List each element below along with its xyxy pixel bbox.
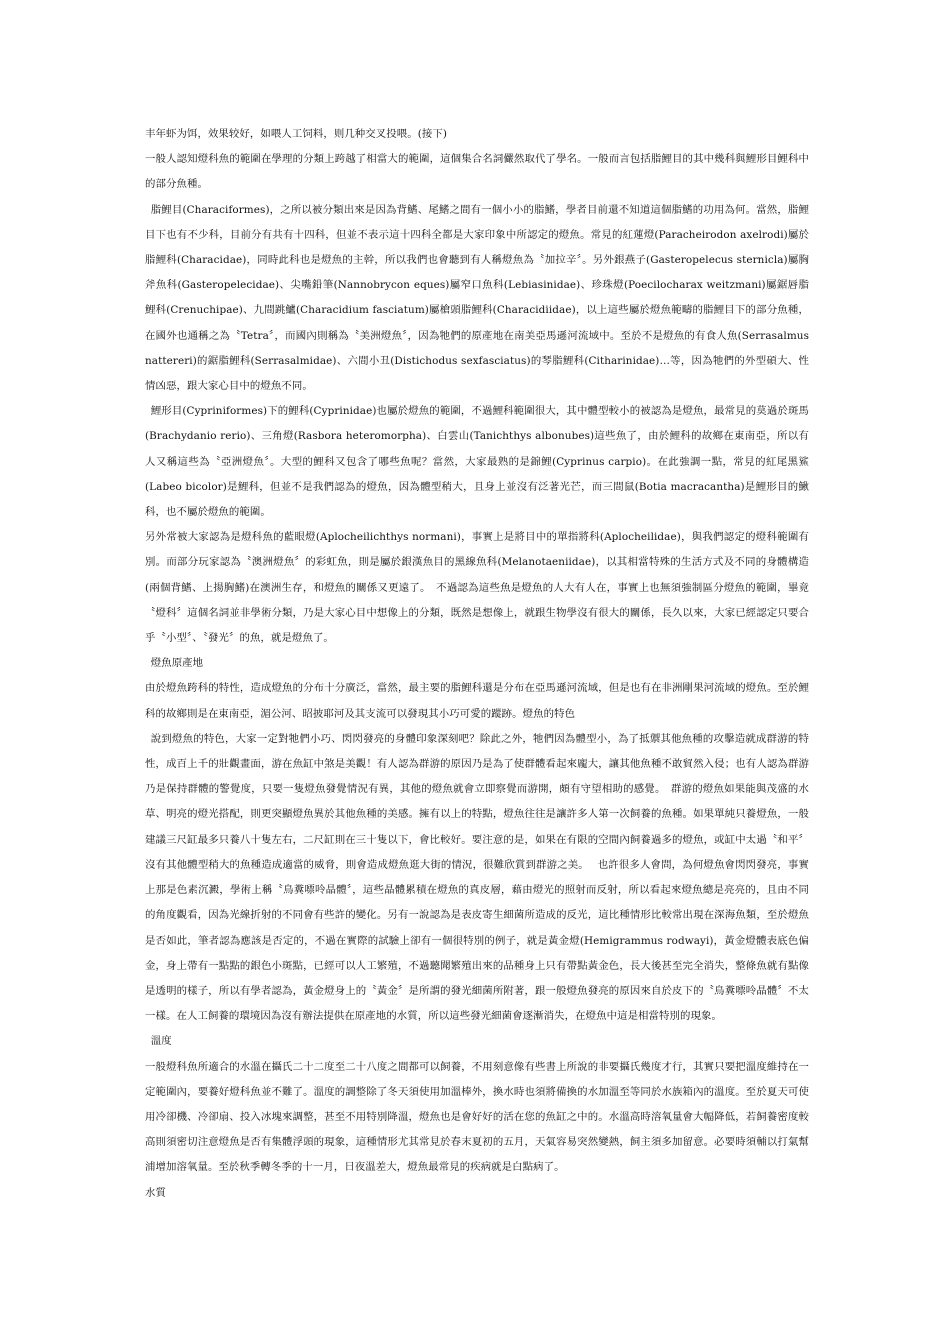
paragraph-other-species: 另外常被大家認為是燈科魚的藍眼燈(Aplocheilichthys normani)，事實上是將目中的單指將科(Aplocheilidae)，與我們認定的燈科範圍有別。而部分玩家認為〝澳洲燈魚〞的彩虹魚，則是屬於銀漢魚目的黑線魚科(Melanotaeniidae)，以其相當特殊的生活方式及不同的身體構造(兩個背鰭、上揚胸鰭)在澳洲生存，和燈魚的關係又更遠了。 不過認為這些魚是燈魚的人大有人在，事實上也無須強制區分燈魚的範圍，畢竟〝燈科〞這個名詞並非學術分類，乃是大家心目中想像上的分類，既然是想像上，就跟生物學沒有很大的關係，長久以來，大家已經認定只要合乎〝小型〞、〝發光〞的魚，就是燈魚了。	[145, 531, 809, 645]
paragraph-temperature: 一般燈科魚所適合的水溫在攝氏二十二度至二十八度之間都可以飼養，不用刻意像有些書上所說的非要攝氏幾度才行，其實只要把溫度維持在一定範圍內，要養好燈科魚並不難了。溫度的調整除了冬天須使用加溫棒外，換水時也須將備換的水加溫至等同於水族箱內的溫度。至於夏天可使用冷卻機、冷卻扇、投入冰塊來調整，甚至不用特別降溫，燈魚也是會好好的活在您的魚缸之中的。水溫高時溶氧量會大幅降低，若飼養密度較高則須密切注意燈魚是否有集體浮頭的現象，這種情形尤其常見於春末夏初的五月，天氣容易突然變熱，飼主須多加留意。必要時須輔以打氣幫浦增加溶氧量。至於秋季轉冬季的十一月，日夜溫差大，燈魚最常見的疾病就是白點病了。	[145, 1060, 809, 1174]
heading-water-quality: 水質	[145, 1186, 166, 1199]
paragraph-origin: 由於燈魚跨科的特性，造成燈魚的分布十分廣泛，當然，最主要的脂鯉科還是分布在亞馬遜河流域，但是也有在非洲剛果河流域的燈魚。至於鯉科的故鄉則是在東南亞，湄公河、昭披耶河及其支流可以發現其小巧可愛的蹤跡。燈魚的特色	[145, 682, 809, 720]
paragraph-features: 說到燈魚的特色，大家一定對牠們小巧、閃閃發亮的身體印象深刻吧？除此之外，牠們因為體型小，為了抵禦其他魚種的攻擊造就成群游的特性，成百上千的壯觀畫面，游在魚缸中煞是美觀！有人認為群游的原因乃是為了使群體看起來龐大，讓其他魚種不敢貿然入侵；也有人認為群游乃是保持群體的警覺度，只要一隻燈魚發覺情況有異，其他的燈魚就會立即察覺而游開，頗有守望相助的感覺。 群游的燈魚如果能與茂盛的水草、明亮的燈光搭配，則更突顯燈魚異於其他魚種的美感。擁有以上的特點，燈魚往往是讓許多人第一次飼養的魚種。如果單純只養燈魚，一般建議三尺缸最多只養八十隻左右，二尺缸則在三十隻以下，會比較好。要注意的是，如果在有限的空間內飼養過多的燈魚，或缸中太過〝和平〞沒有其他體型稍大的魚種造成適當的威脅，則會造成燈魚逛大街的情況，很難欣賞到群游之美。 也許很多人會問，為何燈魚會閃閃發亮，事實上那是色素沉澱，學術上稱〝鳥糞嘌呤晶體〞，這些晶體累積在燈魚的真皮層，藉由燈光的照射而反射，所以看起來燈魚總是亮亮的，且由不同的角度觀看，因為光線折射的不同會有些許的變化。另有一說認為是表皮寄生細菌所造成的反光，這比種情形比較常出現在深海魚類，至於燈魚是否如此，筆者認為應該是否定的，不過在實際的試驗上卻有一個很特別的例子，就是黃金燈(Hemigrammus rodwayi)，黃金燈體表底色偏金，身上帶有一點點的銀色小斑點，已經可以人工繁殖，不過聽聞繁殖出來的品種身上只有帶點黃金色，長大後甚至完全消失，整條魚就有點像是透明的樣子，所以有學者認為，黃金燈身上的〝黃金〞是所謂的發光細菌所附著，跟一般燈魚發亮的原因來自於皮下的〝鳥糞嘌呤晶體〞不太一樣。在人工飼養的環境因為沒有辦法提供在原產地的水質，所以這些發光細菌會逐漸消失，在燈魚中這是相當特別的現象。	[145, 732, 809, 1023]
paragraph-cypriniformes: 鯉形目(Cypriniformes)下的鯉科(Cyprinidae)也屬於燈魚的範圍，不過鯉科範圍很大，其中體型較小的被認為是燈魚，最常見的莫過於斑馬(Brachydanio rerio)、三角燈(Rasbora heteromorpha)、白雲山(Tanichthys albonubes)這些魚了，由於鯉科的故鄉在東南亞，所以有人又稱這些為〝亞洲燈魚〞。大型的鯉科又包含了哪些魚呢？當然，大家最熟的是錦鯉(Cyprinus carpio)。在此強調一點，常見的紅尾黑鯊(Labeo bicolor)是鯉科，但並不是我們認為的燈魚，因為體型稍大，且身上並沒有泛著光芒，而三間鼠(Botia macracantha)是鯉形目的鰍科，也不屬於燈魚的範圍。	[145, 405, 809, 519]
document-body	[145, 122, 809, 1206]
heading-temperature: 溫度	[150, 1035, 172, 1048]
paragraph-characiformes: 脂鯉目(Characiformes)，之所以被分類出來是因為背鰭、尾鰭之間有一個小小的脂鰭，學者目前還不知道這個脂鰭的功用為何。當然，脂鯉目下也有不少科，目前分有共有十四科，但並不表示這十四科全都是大家印象中所認定的燈魚。常見的紅蓮燈(Paracheirodon axelrodi)屬於脂鯉科(Characidae)，同時此科也是燈魚的主幹，所以我們也會聽到有人稱燈魚為〝加拉辛〞。另外銀燕子(Gasteropelecus sternicla)屬胸斧魚科(Gasteropelecidae)、尖嘴鉛筆(Nannobrycon eques)屬窄口魚科(Lebiasinidae)、珍珠燈(Poecilocharax weitzmani)屬鋸唇脂鯉科(Crenuchipae)、九間跳鱸(Characidium fasciatum)屬槍頭脂鯉科(Characidiidae)，以上這些屬於燈魚範疇的脂鯉目下的部分魚種，在國外也通稱之為〝Tetra〞，而國內則稱為〝美洲燈魚〞，因為牠們的原產地在南美亞馬遜河流域中。至於不是燈魚的有食人魚(Serrasalmus nattereri)的鋸脂鯉科(Serrasalmidae)、六間小丑(Distichodus sexfasciatus)的琴脂鯉科(Citharinidae)…等，因為牠們的外型碩大、性情凶惡，跟大家心目中的燈魚不同。	[145, 203, 809, 393]
paragraph-definition: 一般人認知燈科魚的範圍在學理的分類上跨越了相當大的範圍，這個集合名詞儼然取代了學名。一般而言包括脂鯉目的其中幾科與鯉形目鯉科中的部分魚種。	[145, 153, 809, 191]
paragraph-intro-note: 丰年虾为饵，效果较好，如喂人工饲料，则几种交叉投喂。(接下)	[145, 128, 448, 140]
heading-origin: 燈魚原產地	[150, 657, 204, 670]
